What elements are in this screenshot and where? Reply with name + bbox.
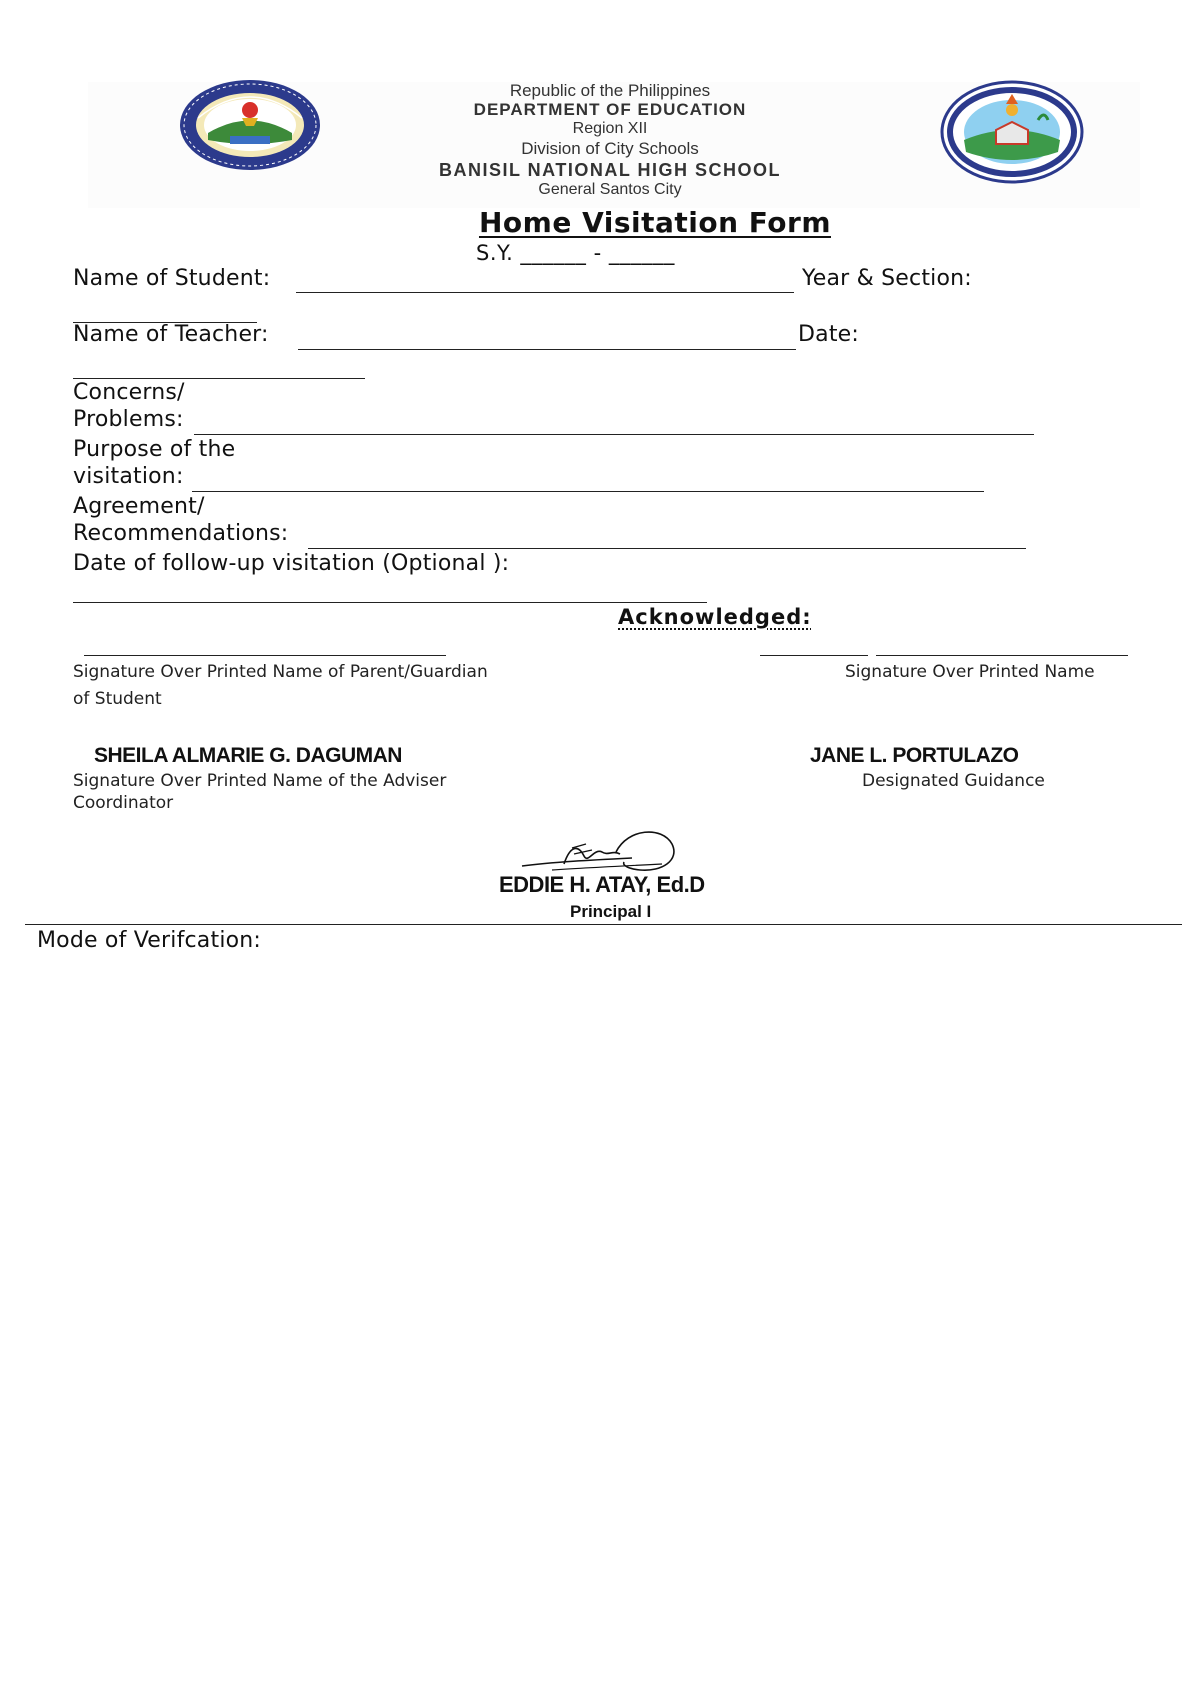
banisil-nhs-seal-icon [178, 78, 322, 172]
form-title: Home Visitation Form [478, 206, 831, 239]
right-signature-line[interactable] [760, 655, 868, 656]
adviser-caption-2: Coordinator [73, 793, 174, 813]
acknowledged-label: Acknowledged: [618, 605, 812, 629]
header-republic: Republic of the Philippines [509, 81, 711, 100]
header-region: Region XII [572, 120, 648, 137]
date-field[interactable] [73, 378, 365, 379]
date-label: Date: [798, 322, 859, 347]
footer-divider [25, 924, 1182, 925]
agreement-label-line2: Recommendations: [73, 521, 289, 546]
right-signature-caption: Signature Over Printed Name [845, 662, 1095, 682]
teacher-name-field[interactable] [298, 349, 796, 350]
agreement-field[interactable] [308, 548, 1026, 549]
adviser-name: SHEILA ALMARIE G. DAGUMAN [94, 744, 402, 767]
concerns-field[interactable] [194, 434, 1034, 435]
agreement-label-line1: Agreement/ [73, 494, 205, 519]
header-division: Division of City Schools [521, 139, 699, 158]
mode-of-verification-label: Mode of Verifcation: [37, 928, 262, 953]
purpose-label-line1: Purpose of the [73, 437, 236, 462]
header-school-name: BANISIL NATIONAL HIGH SCHOOL [438, 160, 781, 180]
parent-signature-line[interactable] [84, 655, 446, 656]
division-of-general-santos-city-seal-icon [940, 80, 1084, 184]
principal-name: EDDIE H. ATAY, Ed.D [499, 872, 705, 897]
purpose-label-line2: visitation: [73, 464, 184, 489]
school-year-label: S.Y. ______ - ______ [476, 241, 675, 265]
followup-field[interactable] [73, 602, 707, 603]
teacher-name-label: Name of Teacher: [73, 322, 269, 347]
guidance-name: JANE L. PORTULAZO [810, 744, 1019, 767]
student-name-field[interactable] [296, 292, 794, 293]
purpose-field[interactable] [192, 491, 984, 492]
student-name-label: Name of Student: [73, 266, 271, 291]
year-section-label: Year & Section: [802, 266, 972, 291]
concerns-label-line1: Concerns/ [73, 380, 185, 405]
adviser-caption: Signature Over Printed Name of the Adviser [73, 771, 447, 791]
guidance-caption: Designated Guidance [862, 771, 1045, 791]
parent-signature-caption: Signature Over Printed Name of Parent/Guardian [73, 662, 488, 682]
header-department: DEPARTMENT OF EDUCATION [473, 100, 747, 119]
parent-signature-caption-2: of Student [73, 689, 162, 709]
concerns-label-line2: Problems: [73, 407, 184, 432]
header-city: General Santos City [538, 181, 682, 198]
principal-title: Principal I [570, 902, 652, 921]
right-signature-line-2[interactable] [876, 655, 1128, 656]
followup-label: Date of follow-up visitation (Optional ): [73, 551, 510, 576]
